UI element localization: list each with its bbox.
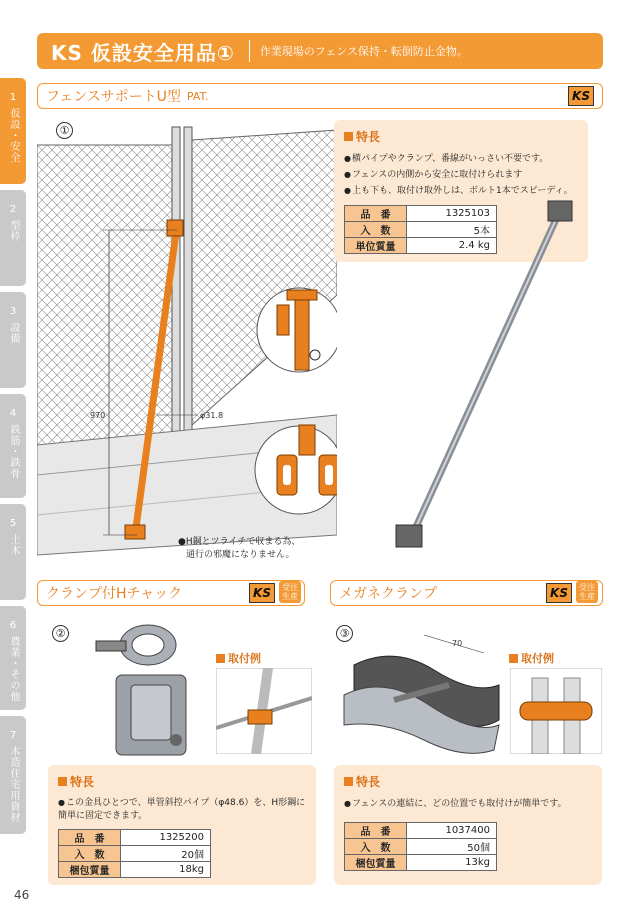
side-tab-number: 1: [9, 92, 17, 103]
spec-value: 50個: [407, 839, 497, 855]
spec-value: 13kg: [407, 855, 497, 871]
table-row: [345, 823, 497, 839]
features-box-clamp-h-chuck: [48, 765, 316, 885]
badge-text: 生産: [282, 592, 298, 601]
feature-item: ● 横パイプやクランプ、番線がいっさい不要です。: [344, 151, 578, 167]
spec-value: 18kg: [121, 862, 211, 878]
page-title: KS 仮設安全用品①: [51, 40, 235, 65]
side-tab-label: 型枠: [8, 220, 19, 242]
page-header: [37, 33, 603, 69]
spec-key: 品 番: [345, 823, 407, 839]
clamp-h-chuck-image: [76, 615, 206, 760]
spec-key: 入 数: [345, 222, 407, 238]
spec-key: 品 番: [345, 206, 407, 222]
side-tab-label: 仮設・安全: [8, 108, 19, 163]
installation-example-label: 取付例: [509, 650, 554, 666]
features-title: 特長: [344, 773, 592, 790]
table-row: [59, 830, 211, 846]
side-tab-number: 2: [9, 204, 17, 215]
side-tab-label: 設備: [8, 322, 19, 344]
spec-key: 梱包質量: [345, 855, 407, 871]
megane-clamp-image: [334, 625, 504, 765]
side-tab-7[interactable]: [0, 716, 26, 834]
side-tab-3[interactable]: [0, 292, 26, 388]
dimension-length: 970: [90, 411, 106, 420]
spec-key: 単位質量: [345, 238, 407, 254]
features-title: 特長: [58, 773, 306, 790]
table-row: [345, 839, 497, 855]
dimension-width: 70: [452, 639, 463, 648]
product-title: フェンスサポートU型: [46, 89, 181, 105]
table-row: [59, 846, 211, 862]
figure-number: ②: [52, 625, 69, 642]
side-tab-1[interactable]: [0, 78, 26, 184]
spec-key: 品 番: [59, 830, 121, 846]
page-subtitle: 作業現場のフェンス保持・転倒防止金物。: [259, 45, 468, 58]
spec-value: 2.4 kg: [407, 238, 497, 254]
clamp-h-chuck-installation-image: [216, 668, 312, 754]
spec-table: [58, 829, 211, 878]
section-header-fence-support: [37, 83, 603, 109]
dimension-diameter: φ31.8: [200, 411, 224, 420]
side-tab-label: 農業・その他: [8, 636, 19, 702]
installation-example-label: 取付例: [216, 650, 261, 666]
side-tab-4[interactable]: [0, 394, 26, 498]
feature-item: ● この金具ひとつで、単管斜控パイプ（φ48.6）を、H形鋼に簡単に固定できます。: [58, 796, 306, 823]
feature-item: ● フェンスの連結に、どの位置でも取付けが簡単です。: [344, 796, 592, 812]
side-tab-number: 6: [9, 620, 17, 631]
header-divider: [249, 40, 250, 62]
feature-item: ● 上も下も、取付け取外しは、ボルト1本でスピーディ。: [344, 183, 578, 199]
side-tab-number: 7: [9, 730, 17, 741]
spec-table: [344, 822, 497, 871]
feature-item: ● フェンスの内側から安全に取付けられます: [344, 167, 578, 183]
badge-text: 受注: [282, 583, 298, 592]
ks-logo: KS: [568, 86, 594, 106]
ks-logo: KS: [546, 583, 572, 603]
note-line: 通行の邪魔になりません。: [186, 550, 295, 560]
spec-value: 1037400: [407, 823, 497, 839]
table-row: [59, 862, 211, 878]
note-line: ●H鋼とツライチで収まる為、: [178, 537, 301, 547]
spec-value: 1325200: [121, 830, 211, 846]
figure-number: ③: [336, 625, 353, 642]
spec-key: 梱包質量: [59, 862, 121, 878]
spec-key: 入 数: [59, 846, 121, 862]
features-box-megane-clamp: [334, 765, 602, 885]
side-tab-number: 3: [9, 306, 17, 317]
product-title: メガネクランプ: [339, 586, 437, 602]
side-tab-label: 鉄筋・鉄骨: [8, 424, 19, 479]
side-tab-6[interactable]: [0, 606, 26, 710]
made-to-order-badge: [576, 581, 598, 603]
side-tab-number: 4: [9, 408, 17, 419]
side-tab-5[interactable]: [0, 504, 26, 600]
side-tab-label: 土木: [8, 534, 19, 556]
patent-label: PAT.: [186, 89, 209, 103]
ks-logo: KS: [249, 583, 275, 603]
product-title: クランプ付Hチャック: [46, 586, 183, 602]
megane-clamp-installation-image: [510, 668, 602, 754]
fence-support-illustration: [37, 115, 337, 575]
made-to-order-badge: [279, 581, 301, 603]
fence-support-product-image: [380, 195, 590, 560]
figure-number: ①: [56, 122, 73, 139]
side-tab-label: 木造住宅用資材: [8, 746, 19, 823]
spec-value: 1325103: [407, 206, 497, 222]
spec-value: 5本: [407, 222, 497, 238]
badge-text: 受注: [579, 583, 595, 592]
features-title: 特長: [344, 128, 578, 145]
badge-text: 生産: [579, 592, 595, 601]
side-tab-number: 5: [9, 518, 17, 529]
spec-value: 20個: [121, 846, 211, 862]
spec-key: 入 数: [345, 839, 407, 855]
table-row: [345, 855, 497, 871]
page-number: 46: [14, 888, 30, 902]
side-tab-2[interactable]: [0, 190, 26, 286]
fence-support-note: [178, 536, 300, 562]
